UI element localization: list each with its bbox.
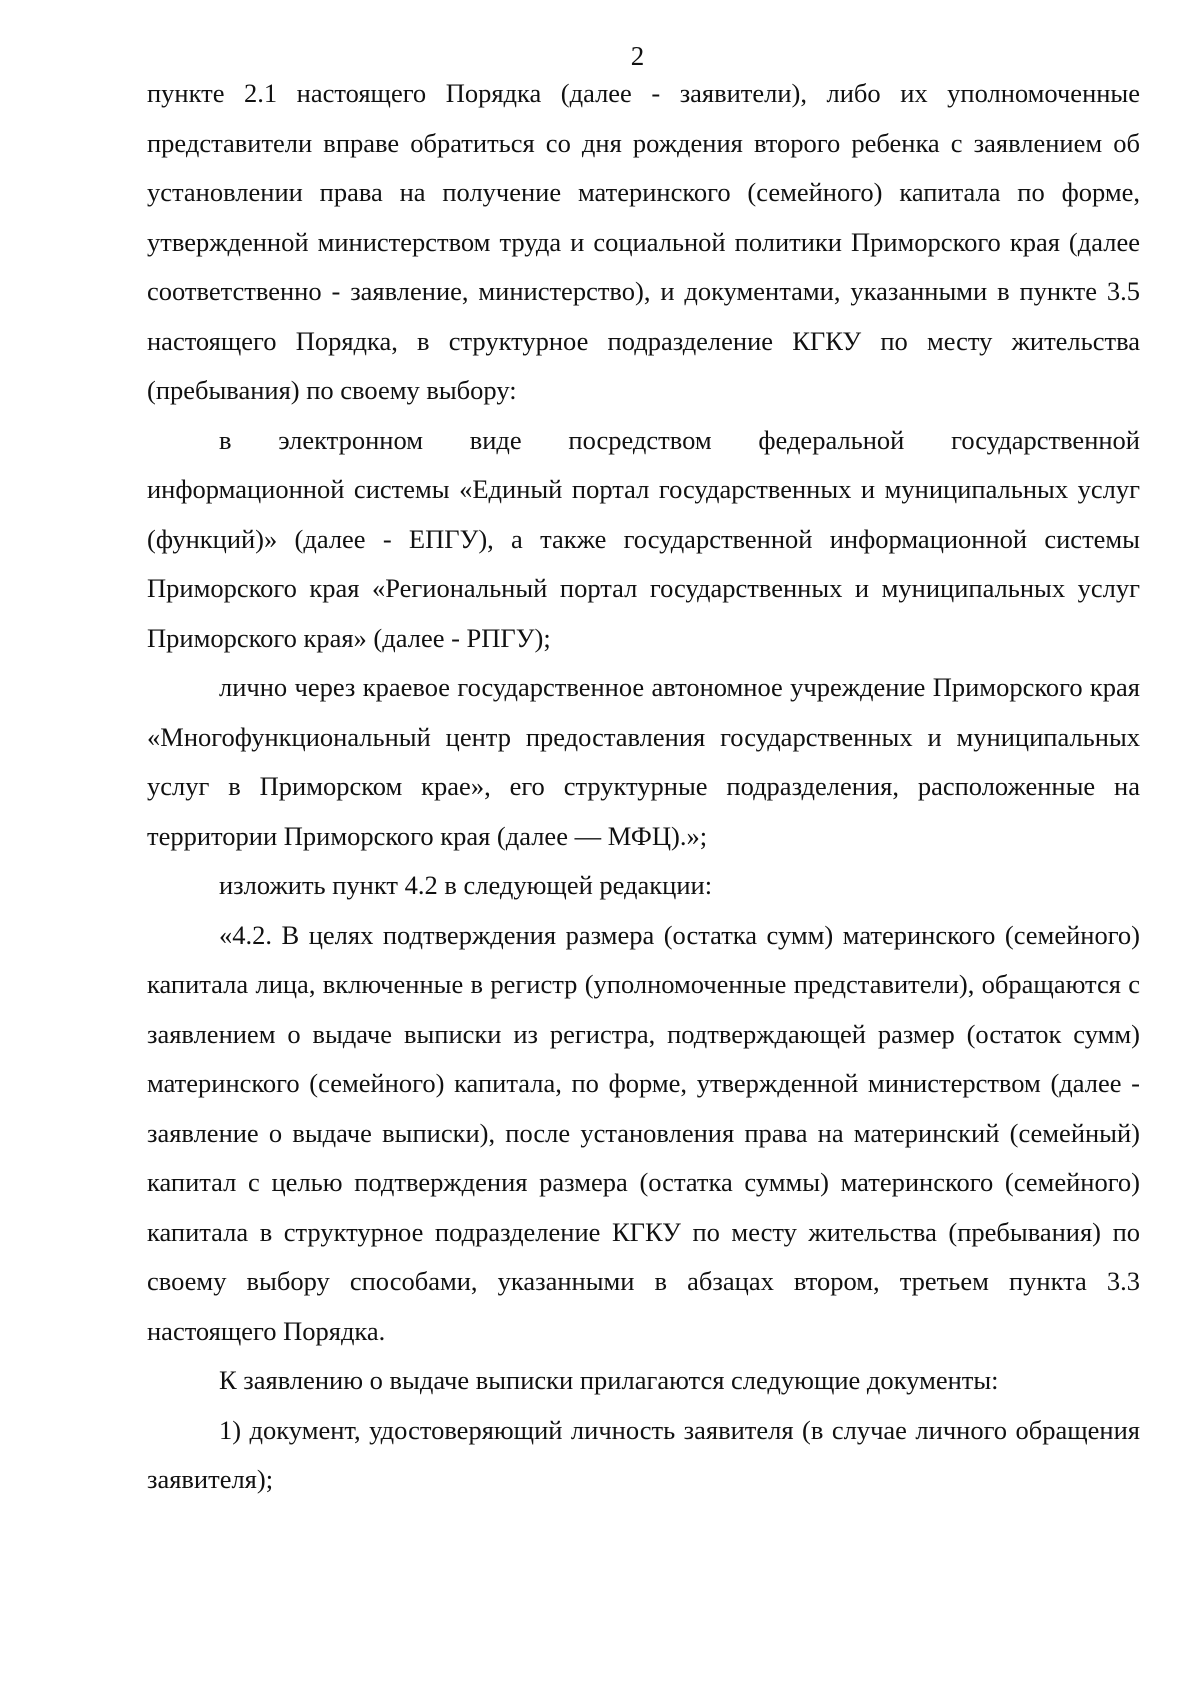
paragraph-documents-intro: К заявлению о выдаче выписки прилагаются следующие документы: xyxy=(219,1365,999,1395)
paragraph-electronic-submission: в электронном виде посредством федеральной государственной информационной системы «Единый портал государственных и муниципальных услуг (функций)» (далее - ЕПГУ), а также государственной информационной системы Приморского края «Региональный портал государственных и муниципальных услуг Приморского края» (далее - РПГУ); xyxy=(147,424,1140,653)
document-body xyxy=(147,69,1140,1505)
paragraph-continuation: пункте 2.1 настоящего Порядка (далее - заявители), либо их уполномоченные представители вправе обратиться со дня рождения второго ребенка с заявлением об установлении права на получение материнского (семейного) капитала по форме, утвержденной министерством труда и социальной политики Приморского края (далее соответственно - заявление, министерство), и документами, указанными в пункте 3.5 настоящего Порядка, в структурное подразделение КГКУ по месту жительства (пребывания) по своему выбору: xyxy=(147,78,1140,405)
paragraph-personal-submission: лично через краевое государственное автономное учреждение Приморского края «Многофункциональный центр предоставления государственных и муниципальных услуг в Приморском крае», его структурные подразделения, расположенные на территории Приморского края (далее — МФЦ).»; xyxy=(147,672,1140,851)
paragraph-amend-4-2: изложить пункт 4.2 в следующей редакции: xyxy=(219,870,713,900)
paragraph-document-item-1: 1) документ, удостоверяющий личность заявителя (в случае личного обращения заявителя); xyxy=(147,1414,1140,1494)
page-number: 2 xyxy=(630,41,645,71)
paragraph-clause-4-2: «4.2. В целях подтверждения размера (остатка сумм) материнского (семейного) капитала лица, включенные в регистр (уполномоченные представители), обращаются с заявлением о выдаче выписки из регистра, подтверждающей размер (остаток сумм) материнского (семейного) капитала, по форме, утвержденной министерством (далее - заявление о выдаче выписки), после установления права на материнский (семейный) капитал с целью подтверждения размера (остатка суммы) материнского (семейного) капитала в структурное подразделение КГКУ по месту жительства (пребывания) по своему выбору способами, указанными в абзацах втором, третьем пункта 3.3 настоящего Порядка. xyxy=(147,919,1140,1346)
